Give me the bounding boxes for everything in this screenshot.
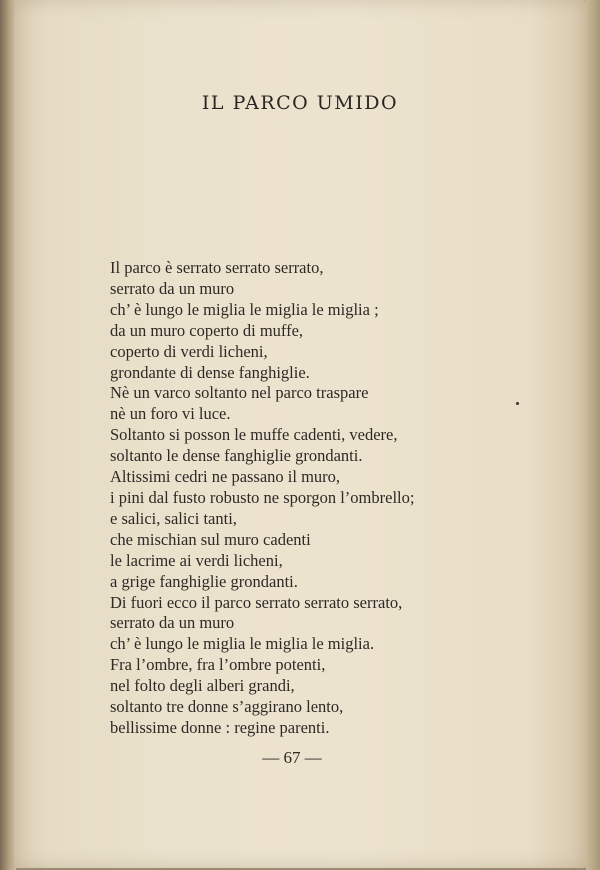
poem-line: nè un foro vi luce. (110, 404, 231, 424)
poem-line: soltanto le dense fanghiglie grondanti. (110, 446, 363, 466)
poem-body (110, 258, 414, 739)
poem-line: serrato da un muro (110, 278, 235, 298)
poem-line: i pini dal fusto robusto ne sporgon l’ombrello; (110, 487, 415, 507)
poem-line: ch’ è lungo le miglia le miglia le miglia. (110, 634, 375, 654)
poem-line: da un muro coperto di muffe, (110, 320, 304, 340)
page-edge-shadow (586, 0, 600, 870)
poem-line: che mischian sul muro cadenti (110, 529, 311, 549)
poem-line: Di fuori ecco il parco serrato serrato serrato, (110, 592, 403, 612)
poem-line: coperto di verdi licheni, (110, 341, 268, 361)
poem-line: Nè un varco soltanto nel parco traspare (110, 383, 369, 403)
poem-line: Altissimi cedri ne passano il muro, (110, 467, 341, 487)
poem-line: Fra l’ombre, fra l’ombre potenti, (110, 655, 326, 675)
poem-line: ch’ è lungo le miglia le miglia le miglia ; (110, 299, 379, 319)
poem-line: nel folto degli alberi grandi, (110, 676, 295, 696)
poem-line: e salici, salici tanti, (110, 508, 237, 528)
poem-line: bellissime donne : regine parenti. (110, 717, 330, 737)
poem-line: grondante di dense fanghiglie. (110, 362, 310, 382)
paper-speck (516, 402, 519, 405)
poem-line: soltanto tre donne s’aggirano lento, (110, 697, 344, 717)
poem-title: IL PARCO UMIDO (201, 92, 399, 114)
poem-line: serrato da un muro (110, 613, 235, 633)
page-number: — 67 — (262, 748, 322, 767)
paper-page (14, 0, 586, 868)
poem-line: a grige fanghiglie grondanti. (110, 571, 298, 591)
poem-line: Soltanto si posson le muffe cadenti, vedere, (110, 425, 398, 445)
poem-line: le lacrime ai verdi licheni, (110, 550, 283, 570)
poem-line: Il parco è serrato serrato serrato, (110, 258, 324, 277)
